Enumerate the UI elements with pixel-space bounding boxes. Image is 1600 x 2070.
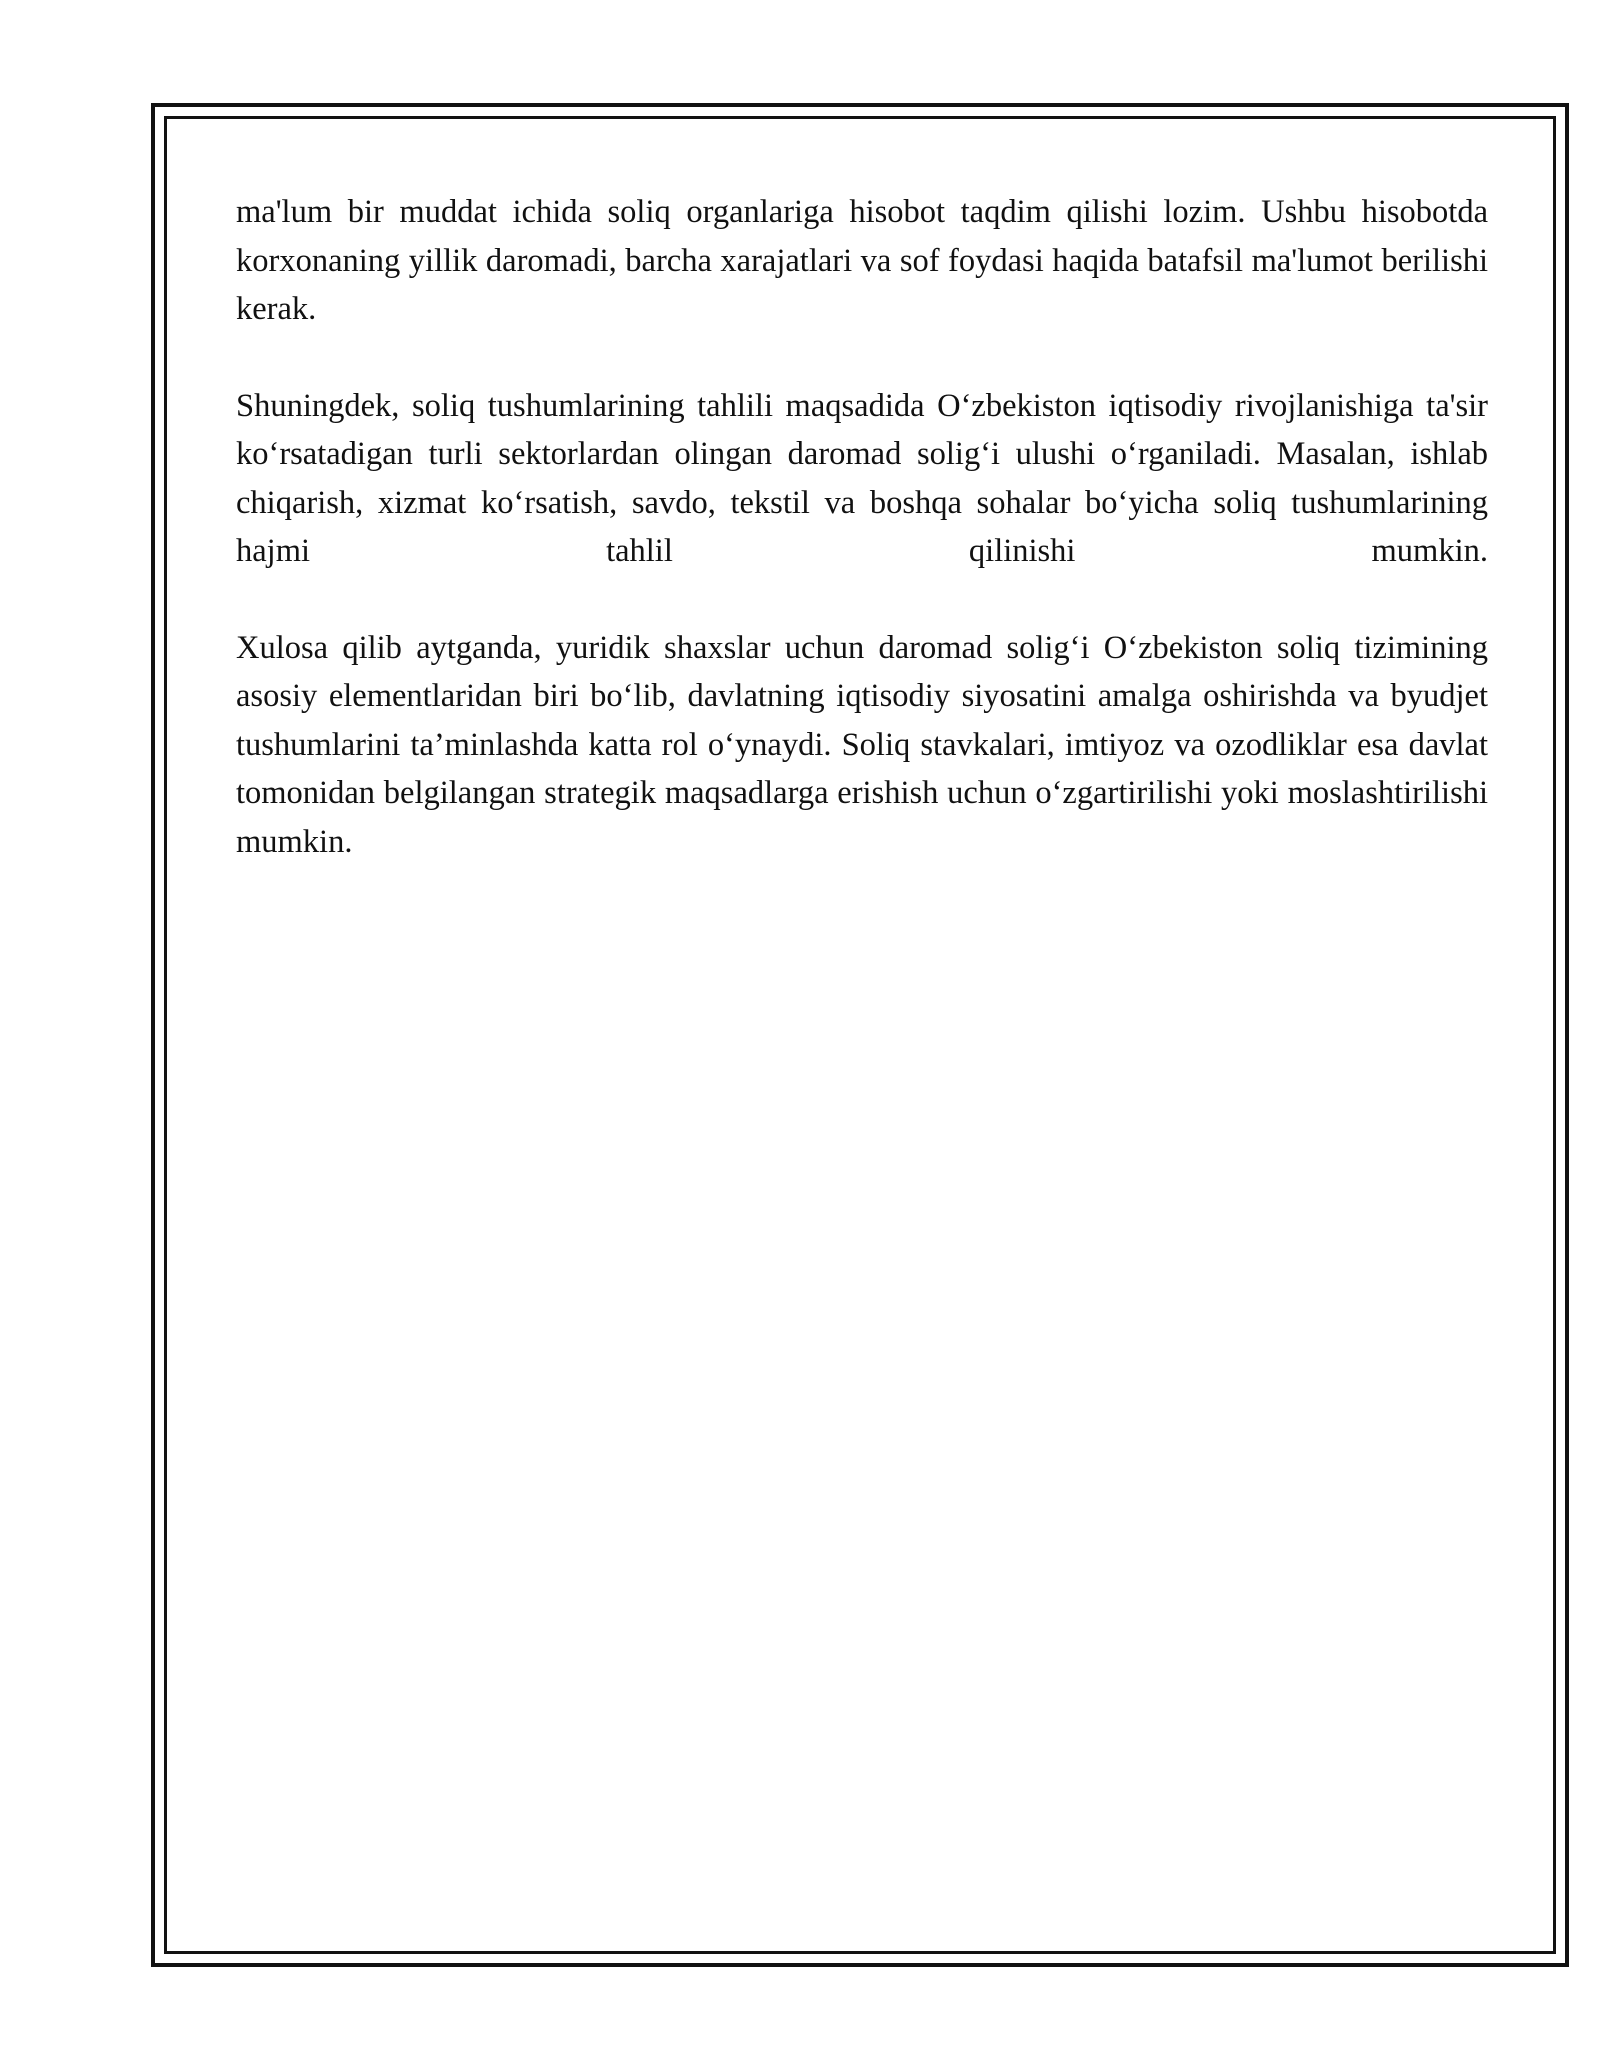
paragraph-conclusion: Xulosa qilib aytganda, yuridik shaxslar uchun daromad solig‘i O‘zbekiston soliq tizimining asosiy elementlaridan biri bo‘lib, davlatning iqtisodiy siyosatini amalga oshirishda va byudjet tushumlarini ta’minlashda katta rol o‘ynaydi. Soliq stavkalari, imtiyoz va ozodliklar esa davlat tomonidan belgilangan strategik maqsadlarga erishish uchun o‘zgartirilishi yoki moslashtirilishi mumkin. [236,629,1488,860]
paragraph-report-requirements: ma'lum bir muddat ichida soliq organlariga hisobot taqdim qilishi lozim. Ushbu hisobotda korxonaning yillik daromadi, barcha xarajatlari va sof foydasi haqida batafsil ma'lumot berilishi kerak. [236,194,1488,327]
document-body [236,188,1488,914]
paragraph-sector-analysis: Shuningdek, soliq tushumlarining tahlili maqsadida O‘zbekiston iqtisodiy rivojlanishiga ta'sir ko‘rsatadigan turli sektorlardan olingan daromad solig‘i ulushi o‘rganiladi. Masalan, ishlab chiqarish, xizmat ko‘rsatish, savdo, tekstil va boshqa sohalar bo‘yicha soliq tushumlarining hajmi tahlil qilinishi mumkin. [236,387,1488,569]
